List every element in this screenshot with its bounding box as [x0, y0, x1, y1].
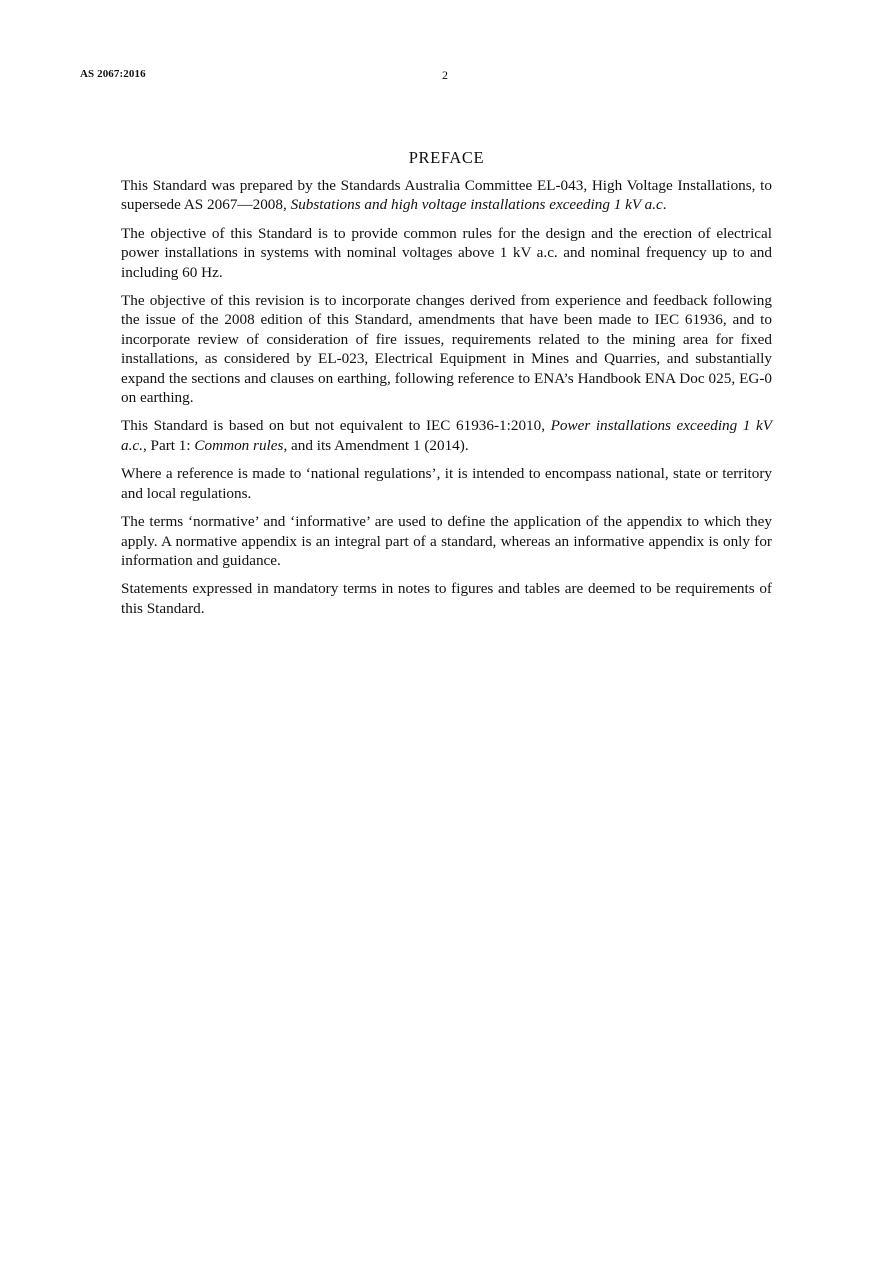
cited-title: Power installations exceeding 1 kV a.c.: [121, 417, 772, 454]
paragraph-text: This Standard was prepared by the Standards Australia Committee EL-043, High Voltage Installations, to supersede AS 2067—2008,: [121, 177, 772, 214]
preface-paragraph-7: Statements expressed in mandatory terms in notes to figures and tables are deemed to be requirements of this Standard.: [121, 580, 772, 617]
preface-paragraph-6: The terms ‘normative’ and ‘informative’ are used to define the application of the appendix to which they apply. A normative appendix is an integral part of a standard, whereas an informative appendix is only for information and guidance.: [121, 513, 772, 569]
cited-title: Substations and high voltage installations exceeding 1 kV a.c: [290, 196, 663, 214]
preface-paragraph-1: [121, 176, 772, 215]
document-id: AS 2067:2016: [80, 68, 146, 80]
preface-paragraph-2: The objective of this Standard is to provide common rules for the design and the erection of electrical power installations in systems with nominal voltages above 1 kV a.c. and nominal frequency up to and including 60 Hz.: [121, 224, 772, 281]
cited-title: Common rules: [194, 436, 284, 454]
paragraph-text: , and its Amendment 1 (2014).: [283, 436, 469, 454]
page-number: 2: [442, 68, 448, 82]
preface-section: [121, 148, 772, 627]
preface-paragraph-3: The objective of this revision is to incorporate changes derived from experience and feedback following the issue of the 2008 edition of this Standard, amendments that have been made to IEC 61936, and to incorporate review of consideration of fire issues, requirements related to the mining area for fixed installations, as considered by EL-023, Electrical Equipment in Mines and Quarries, and substantially expand the sections and clauses on earthing, following reference to ENA’s Handbook ENA Doc 025, EG-0 on earthing.: [121, 292, 772, 407]
section-title: PREFACE: [408, 148, 485, 167]
preface-paragraph-5: Where a reference is made to ‘national regulations’, it is intended to encompass national, state or territory and local regulations.: [121, 465, 772, 502]
paragraph-text: .: [662, 196, 667, 214]
paragraph-text: , Part 1:: [142, 436, 195, 454]
preface-paragraph-4: [121, 416, 772, 455]
paragraph-text: This Standard is based on but not equivalent to IEC 61936-1:2010,: [121, 417, 551, 435]
